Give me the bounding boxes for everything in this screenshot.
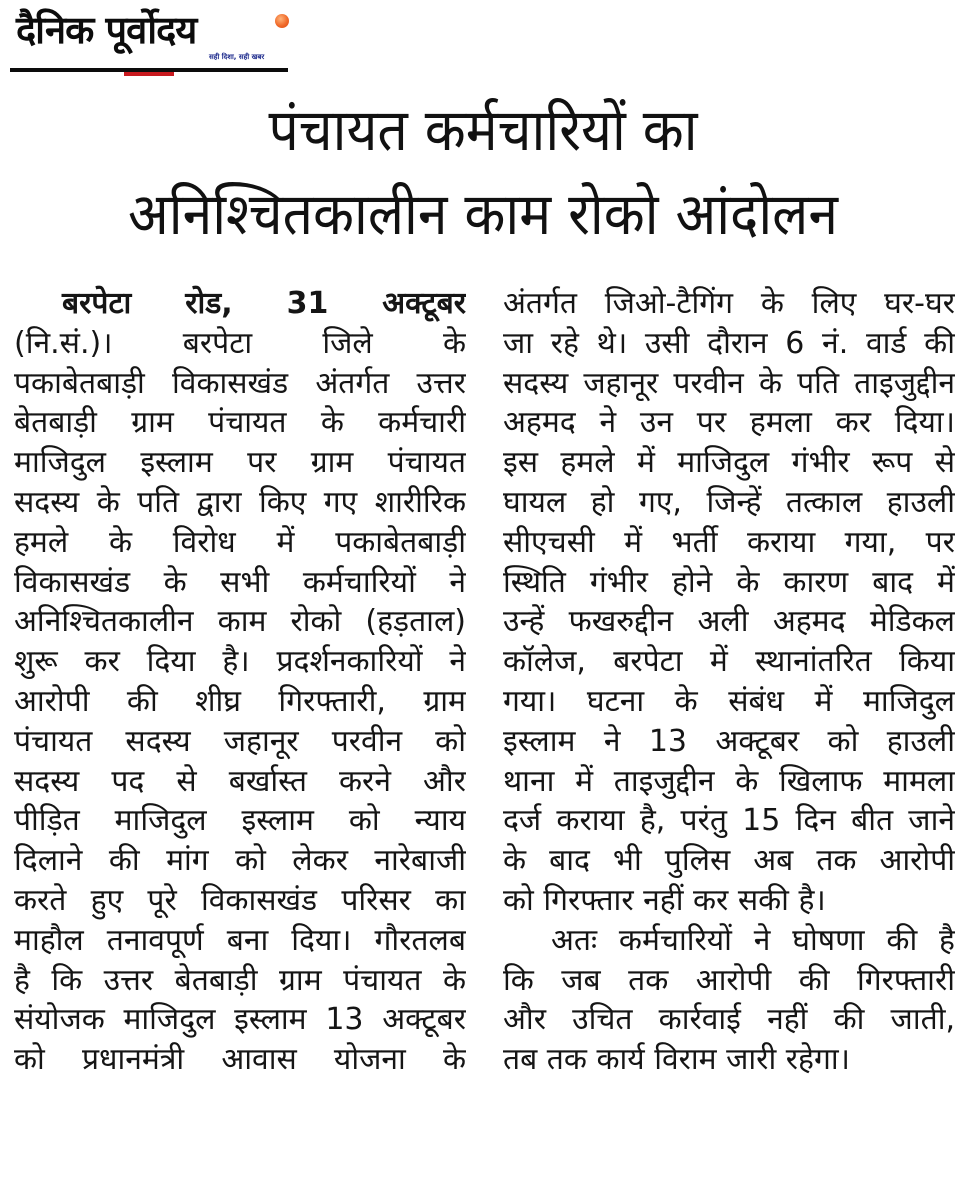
body-line: बेतबाड़ी ग्राम पंचायत के कर्मचारी xyxy=(14,405,466,441)
body-line: सदस्य के पति द्वारा किए गए शारीरिक xyxy=(14,484,466,520)
body-line: तब तक कार्य विराम जारी रहेगा। xyxy=(503,1042,850,1078)
masthead-red-strip xyxy=(124,72,174,76)
body-line: अतः कर्मचारियों ने घोषणा की है xyxy=(551,922,955,958)
body-line: हमले के विरोध में पकाबेतबाड़ी xyxy=(14,524,466,560)
body-line: कि जब तक आरोपी की गिरफ्तारी xyxy=(503,962,955,998)
newspaper-masthead xyxy=(10,6,288,72)
body-line: कॉलेज, बरपेटा में स्थानांतरित किया xyxy=(503,644,955,680)
body-line: अंतर्गत जिओ-टैगिंग के लिए घर-घर xyxy=(503,286,955,321)
body-line: अहमद ने उन पर हमला कर दिया। xyxy=(503,405,955,441)
body-line: पीड़ित माजिदुल इस्लाम को न्याय xyxy=(14,803,466,839)
body-line: घायल हो गए, जिन्हें तत्काल हाउली xyxy=(503,484,955,520)
body-line: सदस्य जहानूर परवीन के पति ताइजुद्दीन xyxy=(503,365,955,401)
body-line: विकासखंड के सभी कर्मचारियों ने xyxy=(14,564,466,600)
body-line: के बाद भी पुलिस अब तक आरोपी xyxy=(503,843,955,879)
sun-dot-icon xyxy=(275,14,289,28)
body-line: करते हुए पूरे विकासखंड परिसर का xyxy=(14,882,466,918)
headline-line-1: पंचायत कर्मचारियों का xyxy=(268,96,698,164)
body-line: पंचायत सदस्य जहानूर परवीन को xyxy=(14,723,466,759)
headline-line-2: अनिश्चितकालीन काम रोको आंदोलन xyxy=(128,180,838,248)
body-line: इस्लाम ने 13 अक्टूबर को हाउली xyxy=(503,723,955,759)
body-line: और उचित कार्रवाई नहीं की जाती, xyxy=(503,1002,955,1038)
newspaper-logo: दैनिक पूर्वोदय xyxy=(16,8,197,52)
dateline: बरपेटा रोड, 31 अक्टूबर xyxy=(62,286,466,321)
body-line: है कि उत्तर बेतबाड़ी ग्राम पंचायत के xyxy=(14,962,466,998)
body-line: गया। घटना के संबंध में माजिदुल xyxy=(503,683,955,719)
body-line: माजिदुल इस्लाम पर ग्राम पंचायत xyxy=(14,445,466,481)
body-line: माहौल तनावपूर्ण बना दिया। गौरतलब xyxy=(14,922,466,958)
body-line: को प्रधानमंत्री आवास योजना के xyxy=(14,1042,466,1078)
article-column-right xyxy=(503,284,955,1080)
body-line: थाना में ताइजुद्दीन के खिलाफ मामला xyxy=(503,763,955,799)
body-line: को गिरफ्तार नहीं कर सकी है। xyxy=(503,882,826,918)
body-line: दिलाने की मांग को लेकर नारेबाजी xyxy=(14,843,466,879)
body-line: सीएचसी में भर्ती कराया गया, पर xyxy=(503,524,955,560)
body-line: पकाबेतबाड़ी विकासखंड अंतर्गत उत्तर xyxy=(14,365,466,401)
body-line: अनिश्चितकालीन काम रोको (हड़ताल) xyxy=(14,604,466,640)
article-column-left xyxy=(14,284,466,1080)
body-line: इस हमले में माजिदुल गंभीर रूप से xyxy=(503,445,955,481)
logo-tagline: सही दिशा, सही खबर xyxy=(209,53,265,61)
body-line: जा रहे थे। उसी दौरान 6 नं. वार्ड की xyxy=(503,325,955,361)
body-line: आरोपी की शीघ्र गिरफ्तारी, ग्राम xyxy=(14,683,466,719)
body-line: शुरू कर दिया है। प्रदर्शनकारियों ने xyxy=(14,644,466,680)
body-line: स्थिति गंभीर होने के कारण बाद में xyxy=(503,564,955,600)
body-line: संयोजक माजिदुल इस्लाम 13 अक्टूबर xyxy=(14,1002,466,1038)
body-line: उन्हें फखरुद्दीन अली अहमद मेडिकल xyxy=(503,604,955,640)
body-line: सदस्य पद से बर्खास्त करने और xyxy=(14,763,466,799)
body-line: दर्ज कराया है, परंतु 15 दिन बीत जाने xyxy=(503,803,955,839)
body-line: (नि.सं.)। बरपेटा जिले के xyxy=(14,325,466,361)
article-headline xyxy=(39,88,928,256)
